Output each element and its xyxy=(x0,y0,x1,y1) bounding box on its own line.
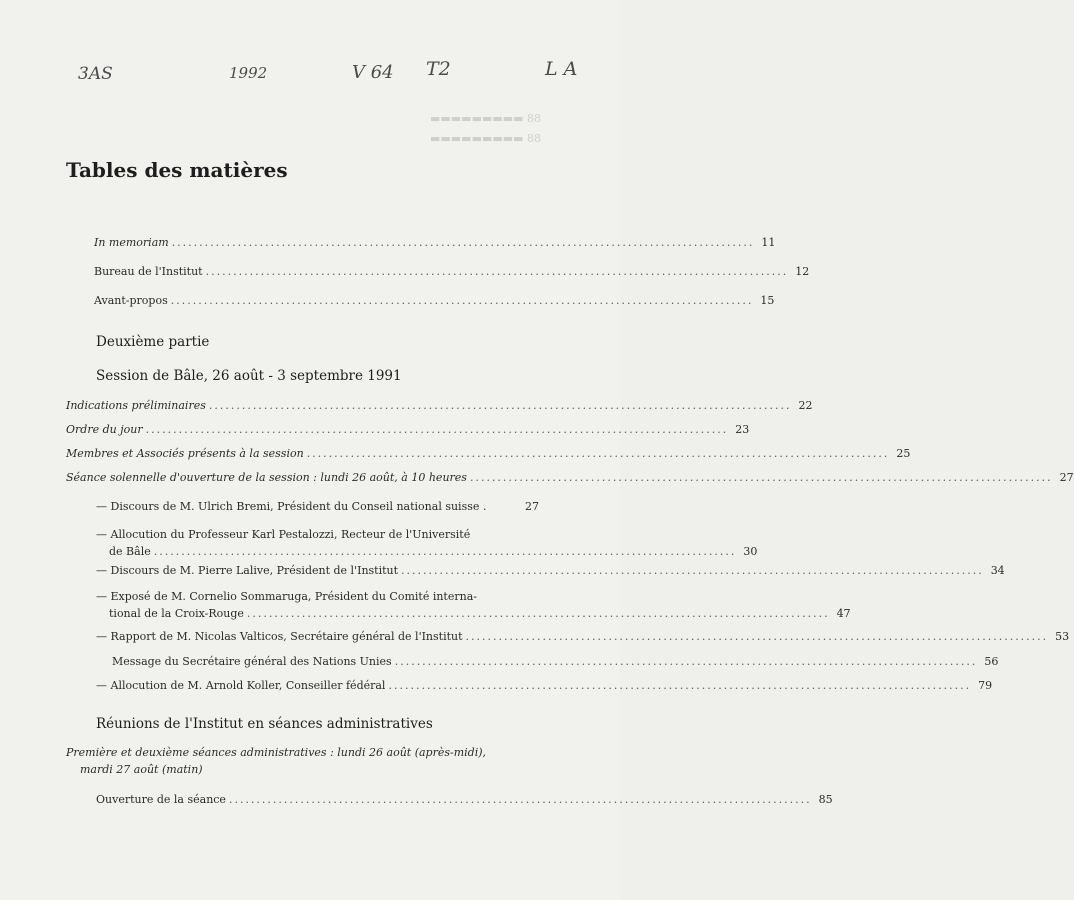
handwritten-year: 1992 xyxy=(229,64,268,82)
dot-leader: .......................................................................................................... xyxy=(145,423,729,436)
toc-entry-page: 85 xyxy=(818,793,833,806)
toc-entry-page: 12 xyxy=(795,265,810,278)
toc-entry-label-line1: — Exposé de M. Cornelio Sommaruga, Président du Comité interna- xyxy=(96,590,477,603)
toc-entry-label-line2: mardi 27 août (matin) xyxy=(80,763,203,776)
dot-leader: .......................................................................................................... xyxy=(170,294,754,307)
dot-leader: .......................................................................................................... xyxy=(246,607,830,620)
part-title: Deuxième partie xyxy=(96,334,210,350)
toc-entry-label: Indications préliminaires xyxy=(66,399,206,412)
handwritten-mark: L A xyxy=(545,58,578,80)
toc-entry-label: Ordre du jour xyxy=(66,423,143,436)
toc-entry-label: — Rapport de M. Nicolas Valticos, Secrétaire général de l'Institut xyxy=(96,630,463,643)
toc-entry-ouverture xyxy=(96,793,833,806)
toc-entry-page: 27 xyxy=(525,500,539,513)
toc-entry-page: 34 xyxy=(990,564,1005,577)
toc-entry-page: 30 xyxy=(743,545,758,558)
toc-entry-admin-sessions xyxy=(66,744,539,778)
toc-entry-label: — Discours de M. Ulrich Bremi, Président du Conseil national suisse . xyxy=(96,500,487,513)
toc-entry-valticos xyxy=(96,630,1070,643)
toc-entry-line2 xyxy=(109,543,758,560)
toc-entry-seance-solennelle xyxy=(66,471,1074,484)
toc-entry-lalive xyxy=(96,564,1005,577)
toc-entry-page: 56 xyxy=(984,655,999,668)
toc-entry-membres xyxy=(66,447,911,460)
dot-leader: .......................................................................................................... xyxy=(469,471,1053,484)
dot-leader: .......................................................................................................... xyxy=(171,236,755,249)
toc-entry-sommaruga xyxy=(96,588,851,622)
toc-entry-label: In memoriam xyxy=(94,236,169,249)
toc-entry-page: 47 xyxy=(836,607,851,620)
dot-leader: .......................................................................................................... xyxy=(306,447,890,460)
toc-entry-in-memoriam xyxy=(94,236,776,249)
toc-entry-label: Avant-propos xyxy=(94,294,168,307)
toc-entry-label: Membres et Associés présents à la session xyxy=(66,447,304,460)
toc-entry-page: 15 xyxy=(760,294,775,307)
toc-entry-label-line1: — Allocution du Professeur Karl Pestalozzi, Recteur de l'Université xyxy=(96,528,471,541)
toc-entry-line2 xyxy=(109,605,851,622)
toc-entry-bureau xyxy=(94,265,810,278)
toc-entry-label: Bureau de l'Institut xyxy=(94,265,203,278)
bleed-through-shadow: ▬▬▬▬▬▬▬▬▬ 88 xyxy=(430,132,542,145)
dot-leader: .......................................................................................................... xyxy=(394,655,978,668)
bleed-through-shadow: ▬▬▬▬▬▬▬▬▬ 88 xyxy=(430,112,542,125)
toc-entry-page: 22 xyxy=(798,399,813,412)
toc-entry-page: 53 xyxy=(1055,630,1070,643)
toc-entry-indications xyxy=(66,399,813,412)
toc-entry-label: — Allocution de M. Arnold Koller, Conseiller fédéral xyxy=(96,679,386,692)
dot-leader: .......................................................................................................... xyxy=(205,265,789,278)
handwritten-tome: T2 xyxy=(426,58,451,80)
dot-leader: .......................................................................................................... xyxy=(388,679,972,692)
dot-leader: .......................................................................................................... xyxy=(465,630,1049,643)
toc-entry-label: — Discours de M. Pierre Lalive, Président de l'Institut xyxy=(96,564,399,577)
dot-leader: .......................................................................................................... xyxy=(401,564,984,577)
toc-entry-label-line2: tional de la Croix-Rouge xyxy=(109,607,244,620)
admin-heading: Réunions de l'Institut en séances administratives xyxy=(96,716,433,732)
toc-entry-page: 25 xyxy=(896,447,911,460)
toc-entry-page: 79 xyxy=(978,679,993,692)
toc-entry-message-onu xyxy=(112,655,999,668)
page-title: Tables des matières xyxy=(66,158,288,182)
toc-entry-label: Message du Secrétaire général des Nations Unies xyxy=(112,655,392,668)
toc-entry-pestalozzi xyxy=(96,526,758,560)
handwritten-code: 3AS xyxy=(78,64,113,84)
toc-entry-label: Ouverture de la séance xyxy=(96,793,226,806)
dot-leader: .......................................................................................................... xyxy=(208,399,792,412)
dot-leader: .......................................................................................................... xyxy=(228,793,812,806)
toc-entry-page: 11 xyxy=(761,236,776,249)
toc-entry-page: 27 xyxy=(1059,471,1074,484)
toc-entry-label-line1: Première et deuxième séances administratives : lundi 26 août (après-midi), xyxy=(66,746,487,759)
toc-entry-label-line2: de Bâle xyxy=(109,545,151,558)
toc-entry-label: Séance solennelle d'ouverture de la session : lundi 26 août, à 10 heures xyxy=(66,471,467,484)
toc-entry-page: 23 xyxy=(735,423,750,436)
handwritten-volume: V 64 xyxy=(352,62,394,83)
session-title: Session de Bâle, 26 août - 3 septembre 1991 xyxy=(96,368,402,384)
toc-entry-bremi xyxy=(96,500,539,513)
toc-entry-ordre-du-jour xyxy=(66,423,750,436)
toc-entry-koller xyxy=(96,679,993,692)
toc-entry-avant-propos xyxy=(94,294,775,307)
dot-leader: .......................................................................................................... xyxy=(153,545,737,558)
